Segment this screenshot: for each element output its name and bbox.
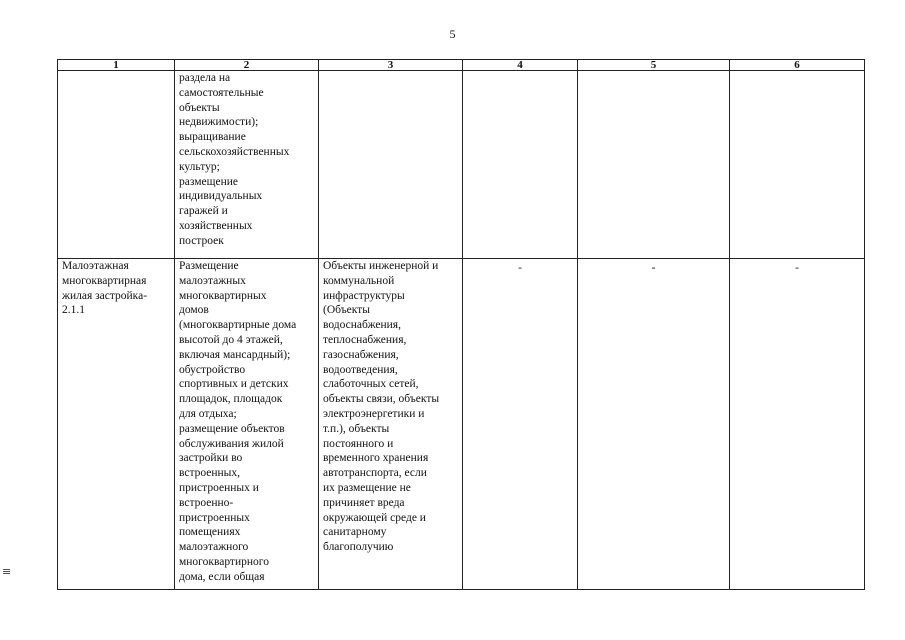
table-cell [730,259,865,590]
table-cell [175,259,319,590]
cell-line: встроенно- [179,496,234,509]
table-cell [319,259,463,590]
cell-line: многоквартирных [179,289,267,302]
table-cell [463,259,578,590]
table-cell [58,259,175,590]
cell-line: помещениях [179,526,241,539]
cell-line: включая мансардный); [179,348,291,361]
cell-line: домов [179,304,209,317]
cell-line: многоквартирная [62,274,147,287]
cell-line: Объекты инженерной и [323,260,439,272]
cell-line: причиняет вреда [323,496,405,509]
cell-line: их размещение не [323,481,411,494]
column-header-2: 2 [175,60,319,71]
cell-line: хозяйственных [179,219,253,232]
dash-value: - [651,262,656,274]
cell-line: размещение объектов [179,422,285,435]
cell-line: пристроенных [179,511,250,524]
cell-line: дома, если общая [179,570,265,583]
cell-line: водоотведения, [323,363,398,376]
cell-line: малоэтажного [179,541,249,554]
cell-line: застройки во [179,452,243,465]
table-cell [578,71,730,259]
cell-line: благополучию [323,541,394,554]
cell-line: сельскохозяйственных [179,145,290,158]
cell-line: пристроенных и [179,481,259,494]
column-header-4: 4 [463,60,578,71]
column-header-6: 6 [730,60,865,71]
table-row [58,259,865,590]
cell-line: обустройство [179,363,246,376]
cell-line: коммунальной [323,274,395,287]
cell-line: жилая застройка- [62,289,148,302]
cell-line: спортивных и детских [179,378,289,391]
dash-value: - [518,262,522,274]
header-row [58,60,865,71]
cell-line: выращивание [179,131,246,144]
table-row [58,71,865,259]
cell-line: окружающей среде и [323,511,426,524]
table-cell [319,71,463,259]
land-use-table [57,59,865,590]
cell-line: объекты связи, объекты [323,393,440,406]
cell-line: санитарному [323,526,387,539]
cell-line: площадок, площадок [179,393,283,406]
cell-line: многоквартирного [179,555,269,568]
cell-line: инфраструктуры [323,289,405,302]
cell-line: обслуживания жилой [179,437,284,450]
page-number: 5 [449,27,456,41]
column-header-1: 1 [58,60,175,71]
margin-mark: ≡ [2,565,12,578]
cell-line: постоянного и [323,437,394,450]
table-cell [730,71,865,259]
cell-line: т.п.), объекты [323,422,390,435]
dash-value: - [795,262,799,274]
table-cell [58,71,175,259]
cell-line: недвижимости); [179,116,259,129]
cell-line: электроэнергетики и [323,407,425,420]
cell-line: газоснабжения, [323,348,399,361]
table-cell [175,71,319,259]
cell-line: индивидуальных [179,190,263,203]
cell-line: (многоквартирные дома [179,319,297,332]
cell-line: Малоэтажная [62,260,129,272]
cell-line: для отдыха; [179,407,237,420]
cell-line: временного хранения [323,452,429,465]
cell-line: слаботочных сетей, [323,378,419,391]
cell-line: культур; [179,160,220,173]
cell-line: высотой до 4 этажей, [179,333,283,346]
table-cell [578,259,730,590]
cell-line: теплоснабжения, [323,333,407,346]
cell-line: размещение [179,175,238,188]
column-header-3: 3 [319,60,463,71]
cell-line: Размещение [179,260,239,272]
cell-line: самостоятельные [179,86,264,99]
cell-line: встроенных, [179,467,241,480]
table-cell [463,71,578,259]
cell-line: раздела на [179,72,231,84]
cell-line: автотранспорта, если [323,467,427,480]
cell-line: гаражей и [179,205,228,218]
cell-line: 2.1.1 [62,304,85,317]
cell-line: малоэтажных [179,274,246,287]
cell-line: водоснабжения, [323,319,401,332]
cell-line: (Объекты [323,304,370,317]
column-header-5: 5 [578,60,730,71]
cell-line: построек [179,234,224,247]
cell-line: объекты [179,101,220,114]
